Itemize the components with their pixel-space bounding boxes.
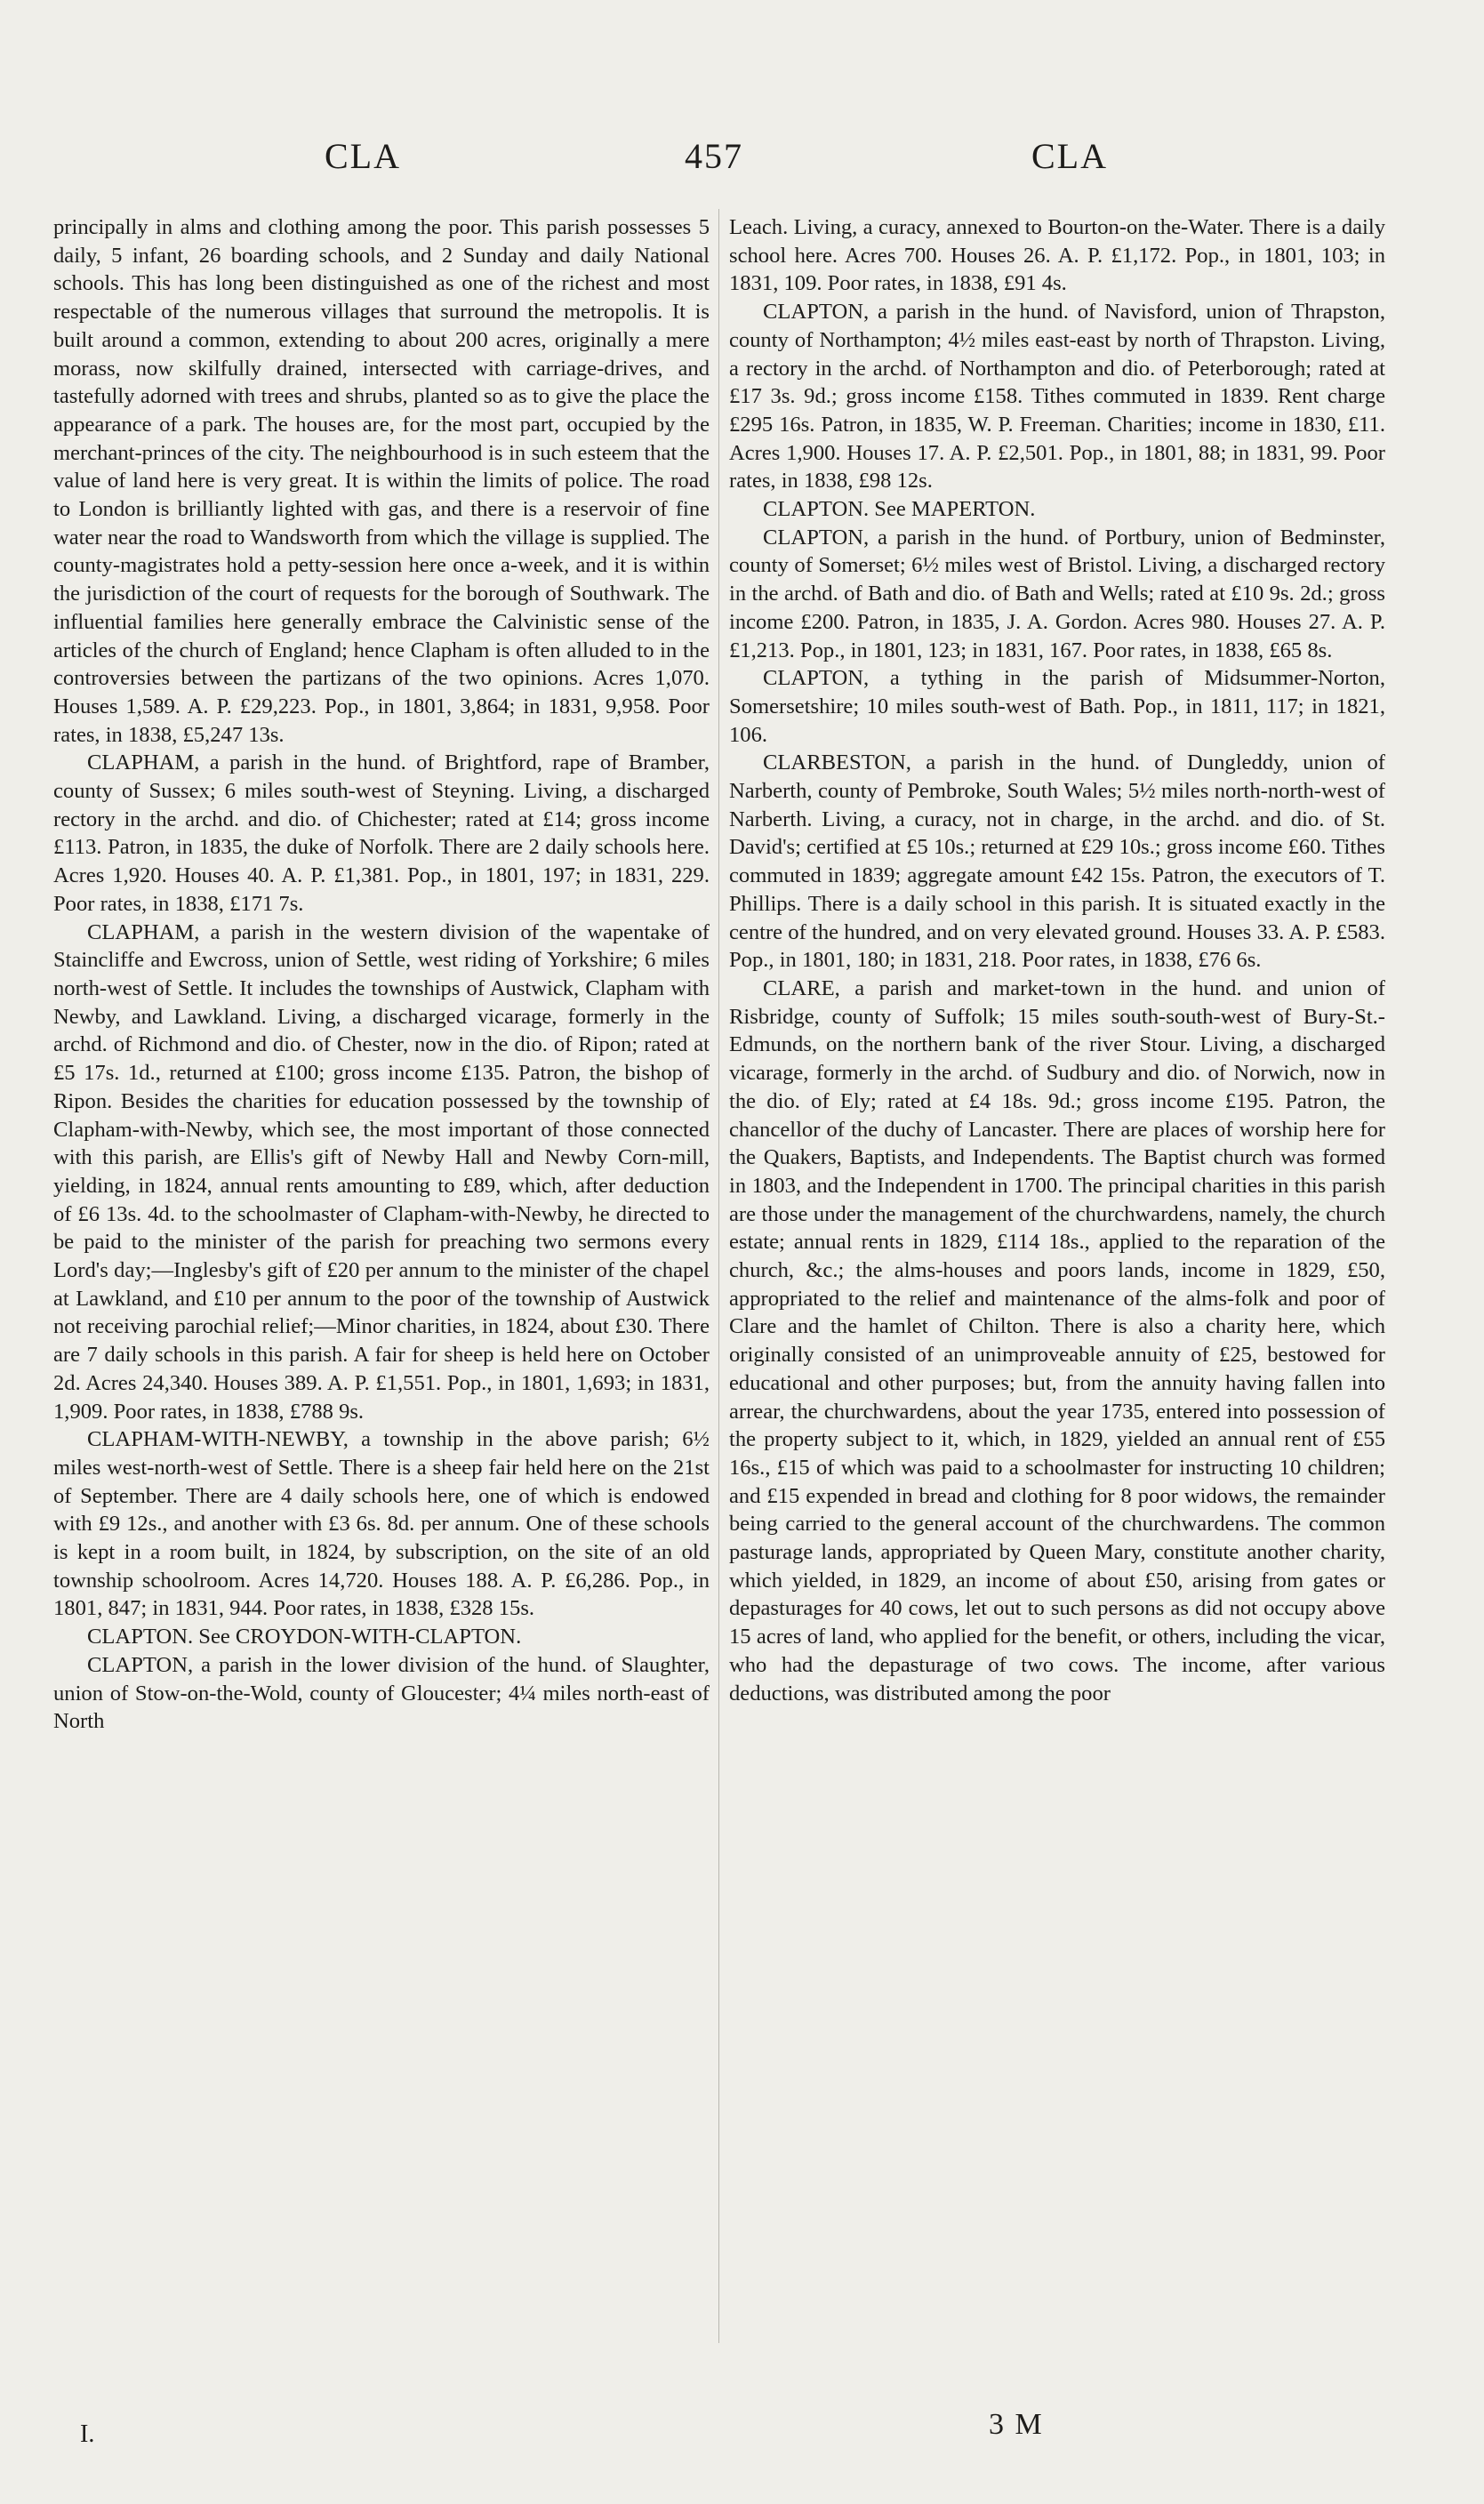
paragraph: principally in alms and clothing among the poor. This parish possesses 5 daily, 5 infant, 26 boarding schools, and 2 Sunday and daily National schools. This has long been distinguished as one of the richest and most respectable of the numerous villages that surround the metropolis. It is built around a common, extending to about 200 acres, originally a mere morass, now skilfully drained, intersected with carriage-drives, and tastefully adorned with trees and shrubs, planted so as to give the place the appearance of a park. The houses are, for the most part, occupied by the merchant-princes of the city. The neighbourhood is in such esteem that the value of land here is very great. It is within the limits of police. The road to London is brilliantly lighted with gas, and there is a reservoir of fine water near the road to Wandsworth from which the village is supplied. The county-magistrates hold a petty-session here once a-week, and it is within the jurisdiction of the court of requests for the borough of Southwark. The influential families here generally embrace the Calvinistic sense of the articles of the church of England; hence Clapham is often alluded to in the controversies between the partizans of the two opinions. Acres 1,070. Houses 1,589. A. P. £29,223. Pop., in 1801, 3,864; in 1831, 9,958. Poor rates, in 1838, £5,247 13s.: [53, 215, 710, 747]
paragraph: CLAPHAM, a parish in the western division of the wapentake of Staincliffe and Ewcross, union of Settle, west riding of Yorkshire; 6 miles north-west of Settle. It includes the townships of Austwick, Clapham with Newby, and Lawkland. Living, a discharged vicarage, formerly in the archd. of Richmond and dio. of Chester, now in the dio. of Ripon; rated at £5 17s. 1d., returned at £100; gross income £135. Patron, the bishop of Ripon. Besides the charities for education possessed by the township of Clapham-with-Newby, which see, the most important of those connected with this parish, are Ellis's gift of Newby Hall and Newby Corn-mill, yielding, in 1824, annual rents amounting to £89, which, after deduction of £6 13s. 4d. to the schoolmaster of Clapham-with-Newby, he directed to be paid to the minister of the parish for preaching two sermons every Lord's day;—Inglesby's gift of £20 per annum to the minister of the chapel at Lawkland, and £10 per annum to the poor of the township of Austwick not receiving parochial relief;—Minor charities, in 1824, about £30. There are 7 daily schools in this parish. A fair for sheep is held here on October 2d. Acres 24,340. Houses 389. A. P. £1,551. Pop., in 1801, 1,693; in 1831, 1,909. Poor rates, in 1838, £788 9s.: [53, 919, 710, 1424]
paragraph: Leach. Living, a curacy, annexed to Bourton-on the-Water. There is a daily school here. Acres 700. Houses 26. A. P. £1,172. Pop., in 1801, 103; in 1831, 109. Poor rates, in 1838, £91 4s.: [729, 215, 1385, 296]
page-number: 457: [685, 136, 743, 176]
paragraph: CLARE, a parish and market-town in the hund. and union of Risbridge, county of Suffolk; 15 miles south-south-west of Bury-St.-Edmunds, on the northern bank of the river Stour. Living, a discharged vicarage, formerly in the archd. of Sudbury and dio. of Norwich, now in the dio. of Ely; rated at £4 18s. 9d.; gross income £195. Patron, the chancellor of the duchy of Lancaster. There are places of worship here for the Quakers, Baptists, and Independents. The Baptist church was formed in 1803, and the Independent in 1700. The principal charities in this parish are those under the management of the churchwardens, namely, the church estate; annual rents in 1829, £114 18s., applied to the reparation of the church, &c.; the alms-houses and poors lands, income in 1829, £50, appropriated to the relief and maintenance of the alms-folk and poor of Clare and the hamlet of Chilton. There is also a charity here, which originally consisted of an unimproveable annuity of £25, bestowed for educational and other purposes; but, from the annuity having fallen into arrear, the churchwardens, about the year 1735, entered into possession of the property subject to it, which, in 1829, yielded an annual rent of £55 16s., £15 of which was paid to a schoolmaster for instructing 10 children; and £15 expended in bread and clothing for 8 poor widows, the remainder being carried to the general account of the churchwardens. The common pasturage lands, appropriated by Queen Mary, constitute another charity, which yielded, in 1829, an income of about £50, arising from gates or depasturages for 40 cows, let out to such persons as did not occupy above 15 acres of land, who applied for the benefit, or others, including the vicar, who had the depasturage of two cows. The income, after various deductions, was distributed among the poor: [729, 975, 1385, 1705]
signature-mark-left: I.: [80, 2420, 95, 2448]
paragraph: CLAPTON. See CROYDON-WITH-CLAPTON.: [87, 1625, 522, 1649]
paragraph: CLAPTON, a parish in the hund. of Navisford, union of Thrapston, county of Northampton; 4½ miles east-east by north of Thrapston. Living, a rectory in the archd. of Northampton and dio. of Peterborough; rated at £17 3s. 9d.; gross income £158. Tithes commuted in 1839. Rent charge £295 16s. Patron, in 1835, W. P. Freeman. Charities; income in 1830, £11. Acres 1,900. Houses 17. A. P. £2,501. Pop., in 1801, 88; in 1831, 99. Poor rates, in 1838, £98 12s.: [729, 300, 1385, 494]
running-header: [107, 135, 1396, 189]
column-divider: [718, 209, 719, 2343]
signature-mark-right: 3 M: [989, 2408, 1044, 2441]
paragraph: CLAPTON, a tything in the parish of Midsummer-Norton, Somersetshire; 10 miles south-west of Bath. Pop., in 1811, 117; in 1821, 106.: [729, 666, 1385, 747]
header-right-word: CLA: [1031, 136, 1108, 176]
paragraph: CLAPHAM-WITH-NEWBY, a township in the above parish; 6½ miles west-north-west of Settle. There is a sheep fair held here on the 21st of September. There are 4 daily schools here, one of which is endowed with £9 12s., and another with £3 6s. 8d. per annum. One of these schools is kept in a room built, in 1824, by subscription, on the site of an old township schoolroom. Acres 14,720. Houses 188. A. P. £6,286. Pop., in 1801, 847; in 1831, 944. Poor rates, in 1838, £328 15s.: [53, 1427, 710, 1621]
paragraph: CLAPTON, a parish in the lower division of the hund. of Slaughter, union of Stow-on-the-Wold, county of Gloucester; 4¼ miles north-east of North: [53, 1652, 710, 1734]
header-left-word: CLA: [325, 136, 401, 176]
paragraph: CLARBESTON, a parish in the hund. of Dungleddy, union of Narberth, county of Pembroke, South Wales; 5½ miles north-north-west of Narberth. Living, a curacy, not in charge, in the archd. and dio. of St. David's; certified at £5 10s.; returned at £29 10s.; gross income £60. Tithes commuted in 1839; aggregate amount £42 15s. Patron, the executors of T. Phillips. There is a daily school in this parish. It is situated exactly in the centre of the hundred, and on very elevated ground. Houses 33. A. P. £583. Pop., in 1801, 180; in 1831, 218. Poor rates, in 1838, £76 6s.: [729, 750, 1385, 973]
right-column: [729, 213, 1385, 2374]
paragraph: CLAPTON, a parish in the hund. of Portbury, union of Bedminster, county of Somerset; 6½ miles west of Bristol. Living, a discharged rectory in the archd. of Bath and dio. of Bath and Wells; rated at £10 9s. 2d.; gross income £200. Patron, in 1835, J. A. Gordon. Acres 980. Houses 27. A. P. £1,213. Pop., in 1801, 123; in 1831, 167. Poor rates, in 1838, £65 8s.: [729, 525, 1385, 662]
left-column: [53, 213, 710, 2374]
paragraph: CLAPHAM, a parish in the hund. of Brightford, rape of Bramber, county of Sussex; 6 miles south-west of Steyning. Living, a discharged rectory in the archd. and dio. of Chichester; rated at £14; gross income £113. Patron, in 1835, the duke of Norfolk. There are 2 daily schools here. Acres 1,920. Houses 40. A. P. £1,381. Pop., in 1801, 197; in 1831, 229. Poor rates, in 1838, £171 7s.: [53, 750, 710, 916]
paragraph: CLAPTON. See MAPERTON.: [763, 497, 1036, 522]
